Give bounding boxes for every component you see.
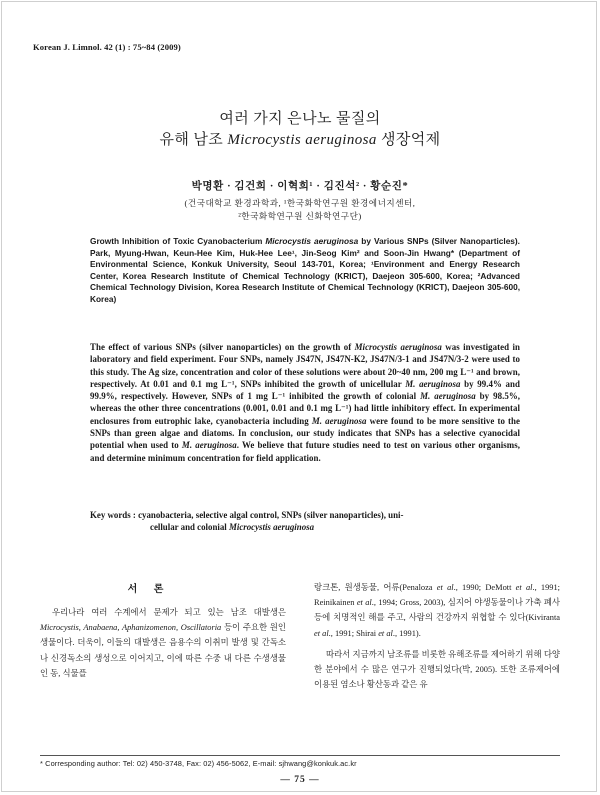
paper-title-line-2: [0, 130, 600, 151]
title-korean-suffix: 생장억제: [376, 132, 441, 148]
intro-text: ., 1991; Shirai: [328, 628, 379, 638]
intro-paragraph-2: 따라서 지금까지 남조류를 비롯한 유해조류를 제어하기 위해 다양한 분야에서 수 많은 연구가 진행되었다(박, 2005). 또한 조류제어에 이용된 염소나 황산동과 같은 유: [314, 649, 560, 690]
intro-genus-list: Microcystis, Anabaena, Aphanizomenon, Oscillatoria: [40, 623, 222, 633]
abstract-text: by 98.5%, whereas the other three concentrations (0.001, 0.01 and 0.1 mg L⁻¹) had little inhibitory effect. In experimental enclosures from eutrophic lake, cyanobacteria including: [90, 391, 521, 426]
citation-et-al: et al: [515, 583, 533, 592]
right-column: [314, 580, 560, 692]
affiliation-line-2: ²한국화학연구원 신화학연구단): [238, 211, 362, 221]
journal-citation: Korean J. Limnol. 42 (1) : 75~84 (2009): [33, 42, 181, 52]
keywords-text: cellular and colonial: [150, 522, 229, 533]
title-korean-prefix: 유해 남조: [159, 132, 228, 148]
citation-et-al: et al: [378, 628, 393, 638]
abstract-text: were found to be more sensitive to the SNPs than green algae and diatoms. In conclusion, our study indicates that SNPs has a selective cyanocidal potential when used to: [90, 415, 520, 451]
footnote-divider: [40, 755, 560, 756]
page-number: — 75 —: [280, 775, 320, 785]
intro-paragraph-1: [40, 605, 286, 681]
intro-text: ., 1990; DeMott: [453, 583, 516, 592]
intro-text: 등이 주요한 원인생물이다. 더욱이, 이들의 대발생은 음용수의 이취미 발생 및 간독소나 신경독소의 생성으로 이어지고, 이에 따른 수중 내 다른 수생생물인 동, 식물플: [40, 623, 286, 678]
abstract-species: M. aeruginosa: [420, 391, 476, 402]
abstract-species: M. aeruginosa: [311, 415, 367, 426]
section-heading-introduction: 서 론: [127, 584, 171, 595]
abstract-text: . We believe that future studies need to test on various other organisms, and determine minimum concentration for field application.: [90, 440, 521, 463]
abstract-species: Microcystis aeruginosa: [354, 342, 442, 352]
left-column: [40, 605, 286, 681]
keywords-line-2: [90, 521, 520, 533]
affiliation-line-1: (건국대학교 환경과학과, ¹한국화학연구원 환경에너지센터,: [184, 198, 416, 208]
author-list: 박명환 · 김건희 · 이혁희¹ · 김진석² · 황순진*: [191, 181, 409, 192]
citation-et-al: et al: [314, 628, 329, 638]
paper-title-line-1: 여러 가지 은나노 물질의: [219, 111, 381, 127]
citation-et-al: et al: [436, 583, 454, 592]
intro-text: ., 1994; Gross, 2003), 심지어 야생동물이나 가축 폐사 등에 치명적인 해를 주고, 사람의 건강까지 위협할 수 있다(Kiviranta: [314, 598, 560, 623]
intro-text: ., 1991; Reinikainen: [314, 583, 560, 608]
abstract-text: The effect of various SNPs (silver nanoparticles) on the growth of: [90, 342, 355, 352]
english-authors-affiliations: by Various SNPs (Silver Nanoparticles). Park, Myung-Hwan, Keun-Hee Kim, Huk-Hee Lee¹, Jin-Seog Kim² and Soon-Jin Hwang* (Department of Environmental Science, Konkuk University, Seoul 143-701, Korea; ¹Environment and Energy Research Center, Korea Research Institute of Chemical Technology (KRICT), Daejeon 305-600, Korea; ²Advanced Chemical Technology Division, Korea Research Institute of Chemical Technology (KRICT), Daejeon 305-600, Korea): [90, 236, 520, 304]
english-title-block: [90, 236, 520, 306]
intro-paragraph-continued: [314, 580, 560, 641]
intro-text: 우리나라 여러 수계에서 문제가 되고 있는 남조 대발생은: [52, 608, 286, 617]
corresponding-author-footnote: * Corresponding author: Tel: 02) 450-3748, Fax: 02) 456-5062, E-mail: sjhwang@konkuk.ac.kr: [40, 759, 357, 768]
abstract-species: M. aeruginosa: [405, 378, 461, 389]
abstract-text: by 99.4% and 99.9%, respectively. However, SNPs of 1 mg L⁻¹ inhibited the growth of colonial: [90, 378, 520, 402]
english-title-species: Microcystis aeruginosa: [265, 236, 359, 246]
abstract-species: M. aeruginosa: [181, 440, 237, 451]
abstract: [90, 341, 520, 464]
title-species-name: Microcystis aeruginosa: [227, 132, 377, 148]
english-title-text: Growth Inhibition of Toxic Cyanobacterium: [90, 236, 266, 246]
keywords: [90, 509, 520, 534]
keywords-line-1: Key words : cyanobacteria, selective algal control, SNPs (silver nanoparticles), uni-: [90, 510, 404, 520]
citation-et-al: et al: [356, 598, 372, 608]
intro-text: ., 1991).: [392, 628, 421, 638]
keywords-species: Microcystis aeruginosa: [228, 522, 315, 533]
abstract-text: was investigated in laboratory and field experiment. Four SNPs, namely JS47N, JS47N-K2, JS47N/3-1 and JS47N/3-2 were used to this study. The Ag size, concentration and color of these solutions were about 20~40 nm, 200 mg L⁻¹ and brown, respectively. At 0.01 and 0.1 mg L⁻¹, SNPs inhibited the growth of unicellular: [90, 342, 520, 389]
intro-text: 랑크톤, 원생동물, 어류(Penaloza: [314, 583, 437, 592]
